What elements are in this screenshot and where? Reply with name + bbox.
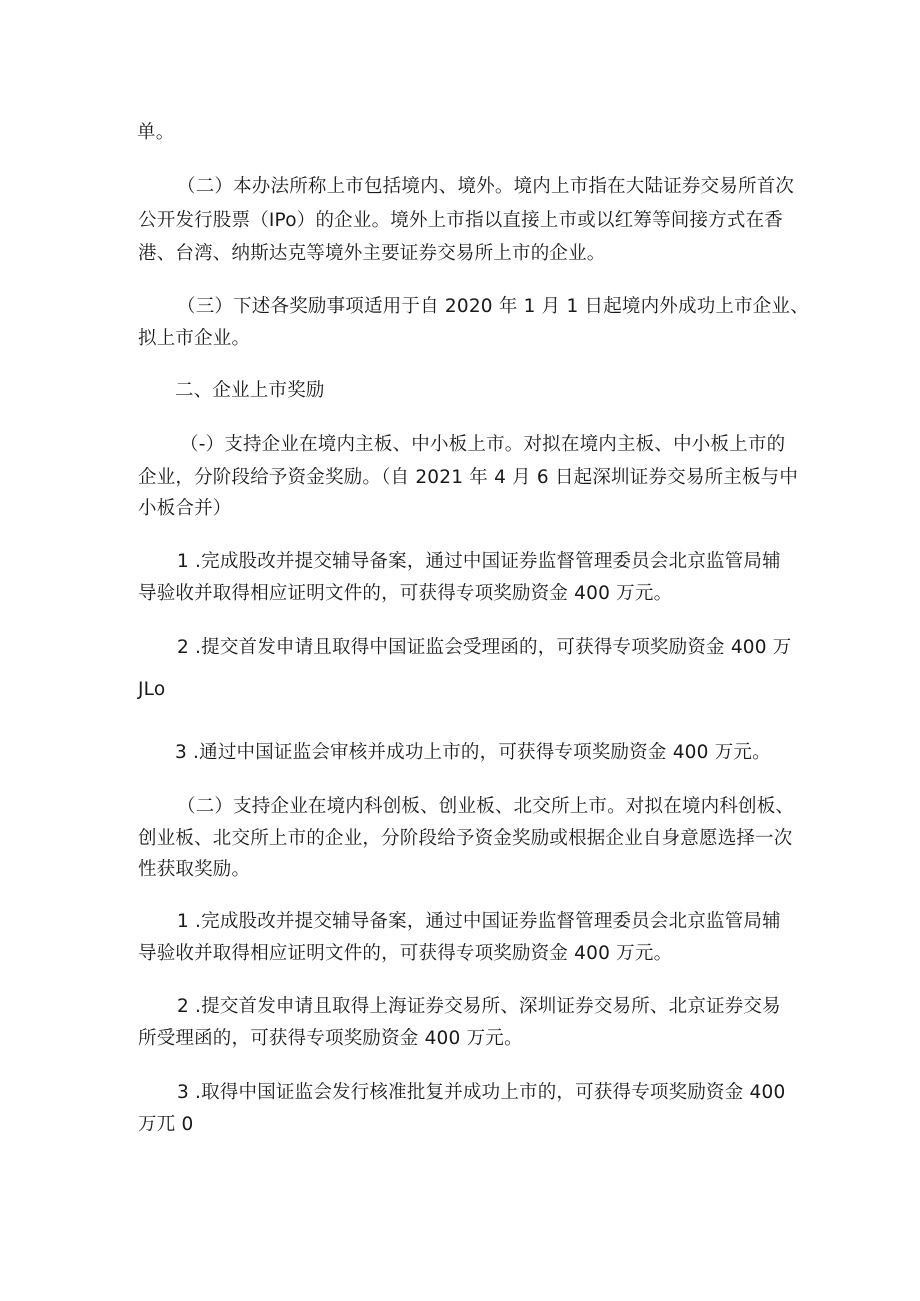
text-line: 性获取奖励。 xyxy=(138,859,251,880)
text-line: 单。 xyxy=(137,122,175,143)
text-line: （-）支持企业在境内主板、中小板上市。对拟在境内主板、中小板上市的 xyxy=(180,434,786,455)
text-line: 3 .取得中国证监会发行核准批复并成功上市的，可获得专项奖励资金 400 xyxy=(177,1082,786,1103)
text-line: 所受理函的，可获得专项奖励资金 400 万元。 xyxy=(138,1028,523,1049)
text-line: 拟上市企业。 xyxy=(138,328,251,349)
text-line: 万兀 0 xyxy=(138,1114,194,1135)
text-line: 1 .完成股改并提交辅导备案，通过中国证券监督管理委员会北京监管局辅 xyxy=(177,911,781,932)
text-line: （二）本办法所称上市包括境内、境外。境内上市指在大陆证券交易所首次 xyxy=(177,176,795,197)
text-line: 2 .提交首发申请且取得中国证监会受理函的，可获得专项奖励资金 400 万 xyxy=(177,637,792,658)
text-line: 导验收并取得相应证明文件的，可获得专项奖励资金 400 万元。 xyxy=(138,943,673,964)
section-heading: 二、企业上市奖励 xyxy=(175,380,325,401)
text-line: 2 .提交首发申请且取得上海证券交易所、深圳证券交易所、北京证券交易 xyxy=(177,996,781,1017)
text-line: 3 .通过中国证监会审核并成功上市的，可获得专项奖励资金 400 万元。 xyxy=(175,742,771,763)
text-line: 港、台湾、纳斯达克等境外主要证券交易所上市的企业。 xyxy=(138,243,606,264)
text-line: 创业板、北交所上市的企业，分阶段给予资金奖励或根据企业自身意愿选择一次 xyxy=(138,828,793,849)
text-line: 导验收并取得相应证明文件的，可获得专项奖励资金 400 万元。 xyxy=(138,583,673,604)
text-line: 1 .完成股改并提交辅导备案，通过中国证券监督管理委员会北京监管局辅 xyxy=(177,551,781,572)
text-line: 小板合并） xyxy=(138,498,232,519)
text-line: （三）下述各奖励事项适用于自 2020 年 1 月 1 日起境内外成功上市企业、 xyxy=(177,296,809,317)
text-line: （二）支持企业在境内科创板、创业板、北交所上市。对拟在境内科创板、 xyxy=(177,796,795,817)
text-line: 公开发行股票（IPo）的企业。境外上市指以直接上市或以红筹等间接方式在香 xyxy=(138,210,783,231)
text-line: JLo xyxy=(138,679,166,700)
text-line: 企业，分阶段给予资金奖励。（自 2021 年 4 月 6 日起深圳证券交易所主板与中 xyxy=(138,467,799,488)
